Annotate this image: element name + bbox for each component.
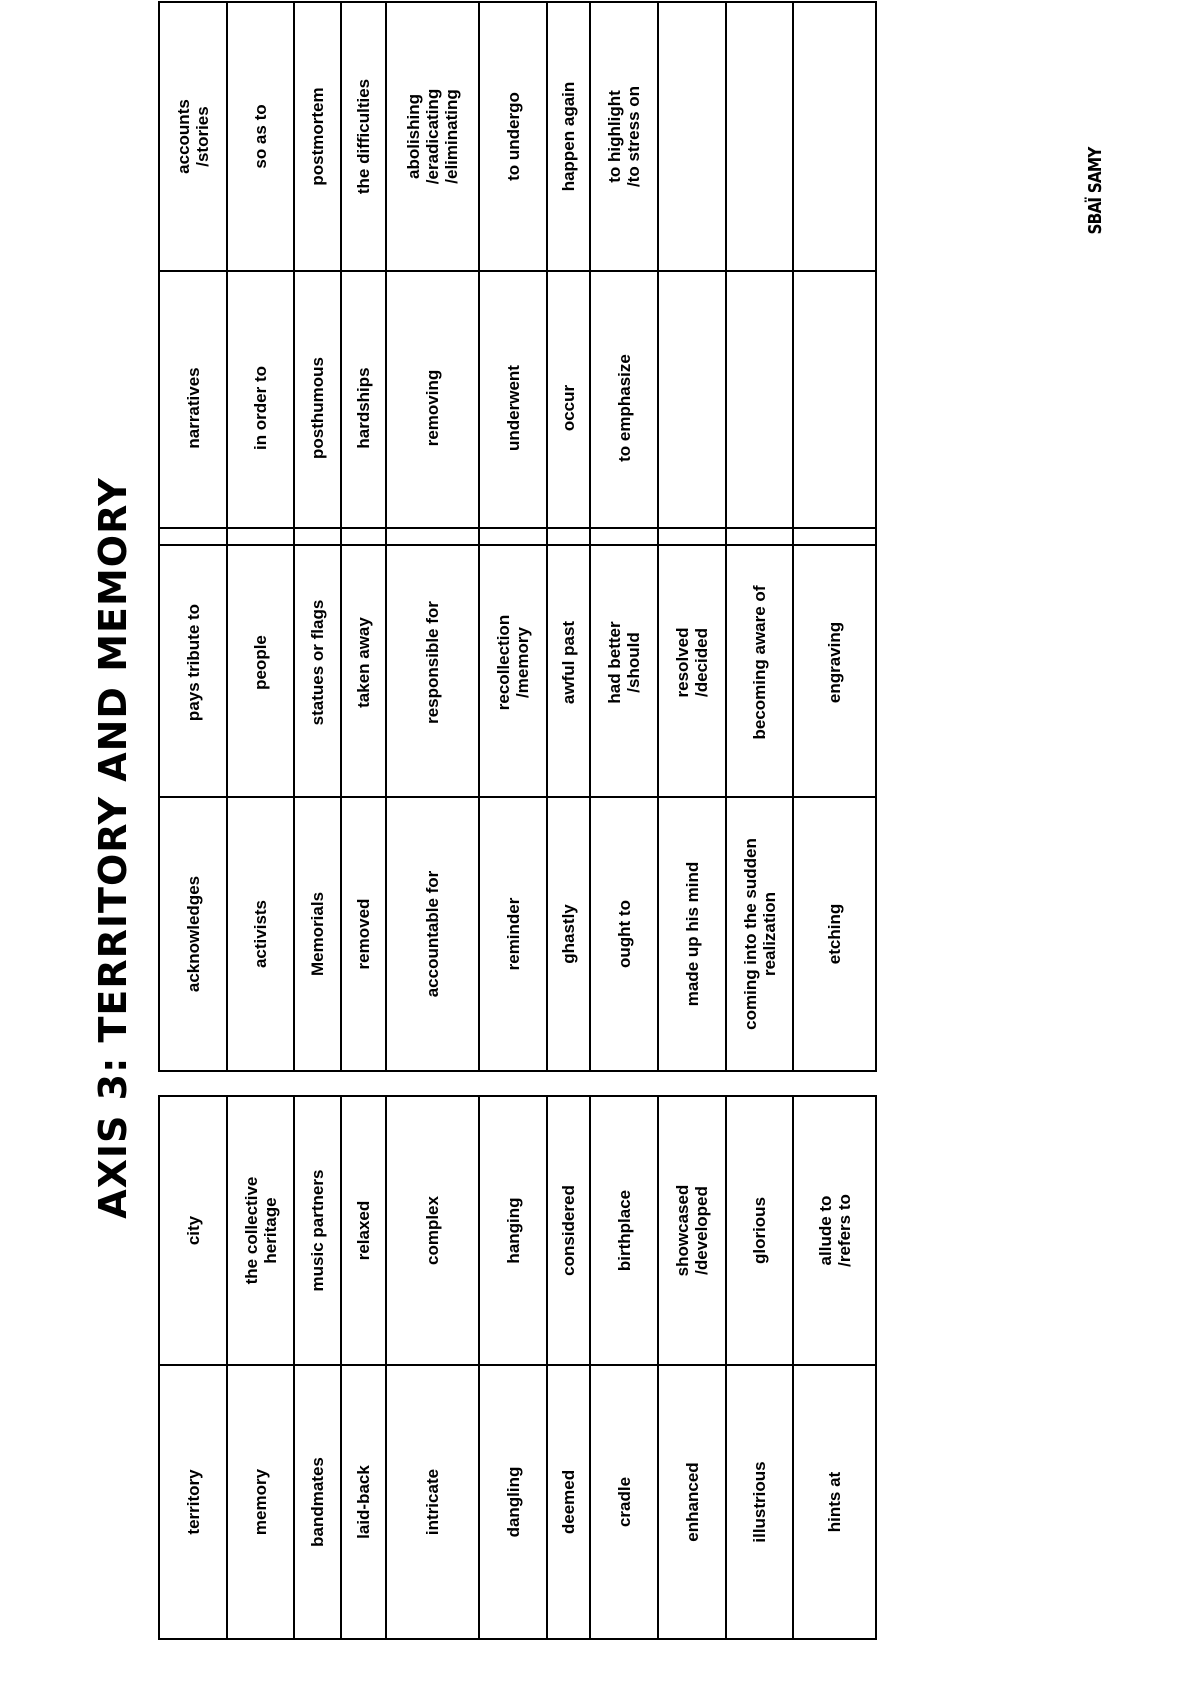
- table-row: [386, 528, 479, 1071]
- table-row: [726, 528, 793, 1071]
- vocab-term-cell: coming into the sudden realization: [726, 797, 793, 1071]
- vocab-term-cell: ought to: [590, 797, 658, 1071]
- vocab-table-middle: [158, 527, 877, 1072]
- vocab-synonym-cell: relaxed: [341, 1096, 386, 1365]
- vocab-synonym-cell: [658, 2, 726, 271]
- vocab-term-cell: memory: [227, 1365, 294, 1639]
- table-row: [726, 1096, 793, 1639]
- vocab-table-left: [158, 1095, 877, 1640]
- vocab-term-cell: posthumous: [294, 271, 341, 545]
- vocab-synonym-cell: considered: [547, 1096, 590, 1365]
- vocab-term-cell: territory: [159, 1365, 227, 1639]
- table-row: [590, 528, 658, 1071]
- vocab-synonym-cell: accounts /stories: [159, 2, 227, 271]
- vocab-synonym-cell: resolved /decided: [658, 528, 726, 797]
- vocab-synonym-cell: glorious: [726, 1096, 793, 1365]
- table-row: [341, 2, 386, 545]
- vocab-term-cell: acknowledges: [159, 797, 227, 1071]
- vocab-term-cell: laid-back: [341, 1365, 386, 1639]
- table-row: [590, 1096, 658, 1639]
- vocab-synonym-cell: awful past: [547, 528, 590, 797]
- vocab-synonym-cell: taken away: [341, 528, 386, 797]
- table-row: [227, 528, 294, 1071]
- vocab-synonym-cell: city: [159, 1096, 227, 1365]
- table-row: [294, 1096, 341, 1639]
- vocab-term-cell: narratives: [159, 271, 227, 545]
- vocab-synonym-cell: [793, 2, 876, 271]
- vocab-synonym-cell: becoming aware of: [726, 528, 793, 797]
- table-row: [793, 528, 876, 1071]
- table-row: [726, 2, 793, 545]
- vocab-synonym-cell: recollection /memory: [479, 528, 547, 797]
- vocab-synonym-cell: happen again: [547, 2, 590, 271]
- table-row: [159, 2, 227, 545]
- vocab-synonym-cell: responsible for: [386, 528, 479, 797]
- vocab-synonym-cell: had better /should: [590, 528, 658, 797]
- vocab-term-cell: [658, 271, 726, 545]
- table-row: [658, 528, 726, 1071]
- vocab-term-cell: Memorials: [294, 797, 341, 1071]
- table-row: [479, 2, 547, 545]
- table-row: [341, 528, 386, 1071]
- vocab-term-cell: removing: [386, 271, 479, 545]
- table-row: [294, 2, 341, 545]
- vocab-term-cell: deemed: [547, 1365, 590, 1639]
- vocab-synonym-cell: complex: [386, 1096, 479, 1365]
- vocab-term-cell: illustrious: [726, 1365, 793, 1639]
- vocab-term-cell: [793, 271, 876, 545]
- table-row: [386, 2, 479, 545]
- table-row: [658, 2, 726, 545]
- vocab-synonym-cell: so as to: [227, 2, 294, 271]
- vocab-term-cell: activists: [227, 797, 294, 1071]
- table-row: [547, 2, 590, 545]
- page-title: AXIS 3: TERRITORY AND MEMORY: [91, 477, 135, 1219]
- author-signature: SBAÏ SAMY: [1085, 147, 1106, 235]
- vocab-synonym-cell: statues or flags: [294, 528, 341, 797]
- vocab-term-cell: hints at: [793, 1365, 876, 1639]
- table-row: [227, 2, 294, 545]
- table-row: [159, 528, 227, 1071]
- vocab-term-cell: accountable for: [386, 797, 479, 1071]
- vocab-term-cell: etching: [793, 797, 876, 1071]
- vocab-term-cell: hardships: [341, 271, 386, 545]
- table-row: [793, 2, 876, 545]
- vocab-term-cell: occur: [547, 271, 590, 545]
- vocab-term-cell: reminder: [479, 797, 547, 1071]
- vocab-term-cell: removed: [341, 797, 386, 1071]
- vocab-term-cell: dangling: [479, 1365, 547, 1639]
- vocab-term-cell: ghastly: [547, 797, 590, 1071]
- vocab-term-cell: to emphasize: [590, 271, 658, 545]
- table-row: [159, 1096, 227, 1639]
- vocab-synonym-cell: allude to /refers to: [793, 1096, 876, 1365]
- vocab-table-right: [158, 1, 877, 546]
- vocab-synonym-cell: engraving: [793, 528, 876, 797]
- table-row: [341, 1096, 386, 1639]
- vocab-term-cell: intricate: [386, 1365, 479, 1639]
- vocab-term-cell: in order to: [227, 271, 294, 545]
- vocab-synonym-cell: people: [227, 528, 294, 797]
- vocab-term-cell: bandmates: [294, 1365, 341, 1639]
- vocab-term-cell: [726, 271, 793, 545]
- table-row: [479, 528, 547, 1071]
- vocab-synonym-cell: [726, 2, 793, 271]
- vocab-synonym-cell: to undergo: [479, 2, 547, 271]
- table-row: [547, 1096, 590, 1639]
- vocab-term-cell: cradle: [590, 1365, 658, 1639]
- vocab-term-cell: enhanced: [658, 1365, 726, 1639]
- vocab-synonym-cell: abolishing /eradicating /eliminating: [386, 2, 479, 271]
- vocab-synonym-cell: music partners: [294, 1096, 341, 1365]
- table-row: [547, 528, 590, 1071]
- table-row: [479, 1096, 547, 1639]
- vocab-synonym-cell: the difficulties: [341, 2, 386, 271]
- vocab-term-cell: made up his mind: [658, 797, 726, 1071]
- vocab-synonym-cell: to highlight /to stress on: [590, 2, 658, 271]
- table-row: [793, 1096, 876, 1639]
- table-row: [294, 528, 341, 1071]
- vocab-synonym-cell: postmortem: [294, 2, 341, 271]
- vocab-term-cell: underwent: [479, 271, 547, 545]
- table-row: [227, 1096, 294, 1639]
- vocab-synonym-cell: pays tribute to: [159, 528, 227, 797]
- table-row: [590, 2, 658, 545]
- table-row: [386, 1096, 479, 1639]
- vocab-synonym-cell: hanging: [479, 1096, 547, 1365]
- table-row: [658, 1096, 726, 1639]
- vocab-synonym-cell: the collective heritage: [227, 1096, 294, 1365]
- vocab-synonym-cell: birthplace: [590, 1096, 658, 1365]
- vocab-synonym-cell: showcased /developed: [658, 1096, 726, 1365]
